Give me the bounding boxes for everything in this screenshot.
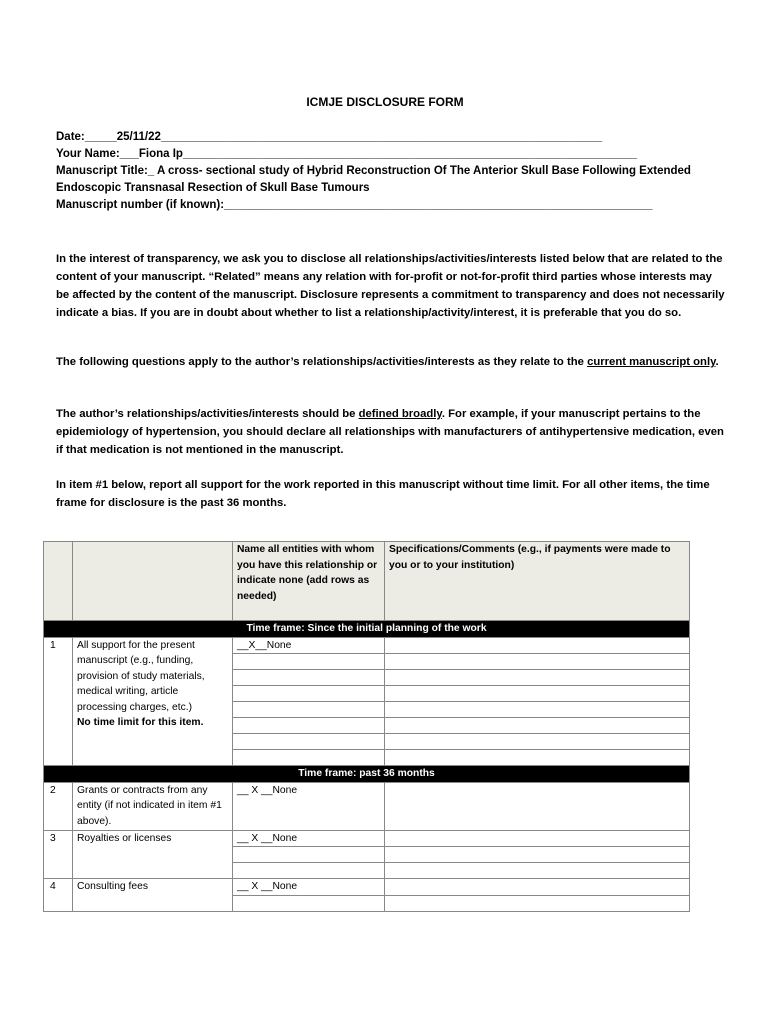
p3-underlined: defined broadly — [358, 408, 442, 420]
intro-paragraph-4: In item #1 below, report all support for the work reported in this manuscript without time limit. For all other items, the time frame for disclosure is the past 36 months. — [56, 479, 710, 509]
item-number: 3 — [44, 830, 73, 879]
intro-paragraph-2 — [56, 353, 728, 371]
entity-cell[interactable] — [233, 895, 385, 911]
item-label: Consulting fees — [73, 879, 233, 912]
table-header-row — [44, 542, 690, 621]
item-note: No time limit for this item. — [77, 717, 204, 728]
timeframe-label-2: Time frame: past 36 months — [44, 766, 690, 783]
comment-cell[interactable] — [385, 782, 690, 830]
intro-paragraph-3 — [56, 405, 728, 459]
table-row — [44, 782, 690, 830]
manuscript-title-field[interactable]: Manuscript Title:_ A cross- sectional study of Hybrid Reconstruction Of The Anterior Skull Base Following Extended — [56, 165, 691, 177]
header-fields — [56, 129, 726, 214]
entity-cell[interactable] — [233, 734, 385, 750]
header-cell-item — [73, 542, 233, 621]
item-number: 4 — [44, 879, 73, 912]
header-entities: Name all entities with whom you have this relationship or indicate none (add rows as needed) — [233, 542, 385, 621]
entity-cell[interactable]: __ X __None — [233, 782, 385, 830]
timeframe-label-1: Time frame: Since the initial planning of the work — [44, 621, 690, 638]
comment-cell[interactable] — [385, 879, 690, 896]
entity-cell[interactable]: __ X __None — [233, 879, 385, 896]
name-field[interactable]: Your Name:___Fiona Ip_______________________________________________________________________ — [56, 148, 638, 160]
entity-cell[interactable] — [233, 670, 385, 686]
comment-cell[interactable] — [385, 895, 690, 911]
entity-cell[interactable] — [233, 686, 385, 702]
comment-cell[interactable] — [385, 750, 690, 766]
entity-cell[interactable]: __ X __None — [233, 830, 385, 847]
p3-text: The author’s relationships/activities/interests should be — [56, 408, 359, 420]
item-label: Royalties or licenses — [73, 830, 233, 879]
entity-cell[interactable] — [233, 847, 385, 863]
header-cell-num — [44, 542, 73, 621]
p2-text: The following questions apply to the author’s relationships/activities/interests as they relate to the — [56, 356, 588, 368]
entity-cell[interactable] — [233, 750, 385, 766]
table-row — [44, 637, 690, 654]
date-field[interactable]: Date:_____25/11/22_____________________________________________________________________ — [56, 131, 603, 143]
comment-cell[interactable] — [385, 734, 690, 750]
comment-cell[interactable] — [385, 654, 690, 670]
p3-end: . For example, if your manuscript pertains to the epidemiology of hypertension, you should declare all relationships with manufacturers of antihypertensive medication, even if that medication is not mentioned in the manuscript. — [56, 408, 724, 456]
item-label — [73, 637, 233, 766]
disclosure-table — [43, 541, 690, 912]
comment-cell[interactable] — [385, 686, 690, 702]
entity-cell[interactable] — [233, 702, 385, 718]
comment-cell[interactable] — [385, 670, 690, 686]
table-row — [44, 879, 690, 896]
comment-cell[interactable] — [385, 637, 690, 654]
item-label: Grants or contracts from any entity (if not indicated in item #1 above). — [73, 782, 233, 830]
timeframe-row-1 — [44, 621, 690, 638]
comment-cell[interactable] — [385, 847, 690, 863]
p2-end: . — [715, 356, 719, 368]
header-comments: Specifications/Comments (e.g., if payments were made to you or to your institution) — [385, 542, 690, 621]
p2-underlined: current manuscript only — [587, 356, 716, 368]
intro-paragraph-1: In the interest of transparency, we ask you to disclose all relationships/activities/interests listed below that are related to the content of your manuscript. “Related” means any relation with for-profit or not-for-profit third parties whose interests may be affected by the content of the manuscript. Disclosure represents a commitment to transparency and does not necessarily indicate a bias. If you are in doubt about whether to list a relationship/activity/interest, it is preferable that you do so. — [56, 253, 725, 319]
entity-cell[interactable] — [233, 654, 385, 670]
entity-cell[interactable] — [233, 718, 385, 734]
manuscript-number-field[interactable]: Manuscript number (if known):___________________________________________________________________ — [56, 199, 653, 211]
comment-cell[interactable] — [385, 702, 690, 718]
comment-cell[interactable] — [385, 830, 690, 847]
comment-cell[interactable] — [385, 718, 690, 734]
comment-cell[interactable] — [385, 863, 690, 879]
entity-cell[interactable] — [233, 863, 385, 879]
entity-cell[interactable]: __X__None — [233, 637, 385, 654]
table-row — [44, 830, 690, 847]
item-number: 1 — [44, 637, 73, 766]
timeframe-row-2 — [44, 766, 690, 783]
item-number: 2 — [44, 782, 73, 830]
manuscript-title-field-cont: Endoscopic Transnasal Resection of Skull Base Tumours — [56, 182, 370, 194]
item-label-text: All support for the present manuscript (e.g., funding, provision of study materials, medical writing, article processing charges, etc.) — [77, 639, 205, 713]
form-title: ICMJE DISCLOSURE FORM — [306, 95, 464, 109]
